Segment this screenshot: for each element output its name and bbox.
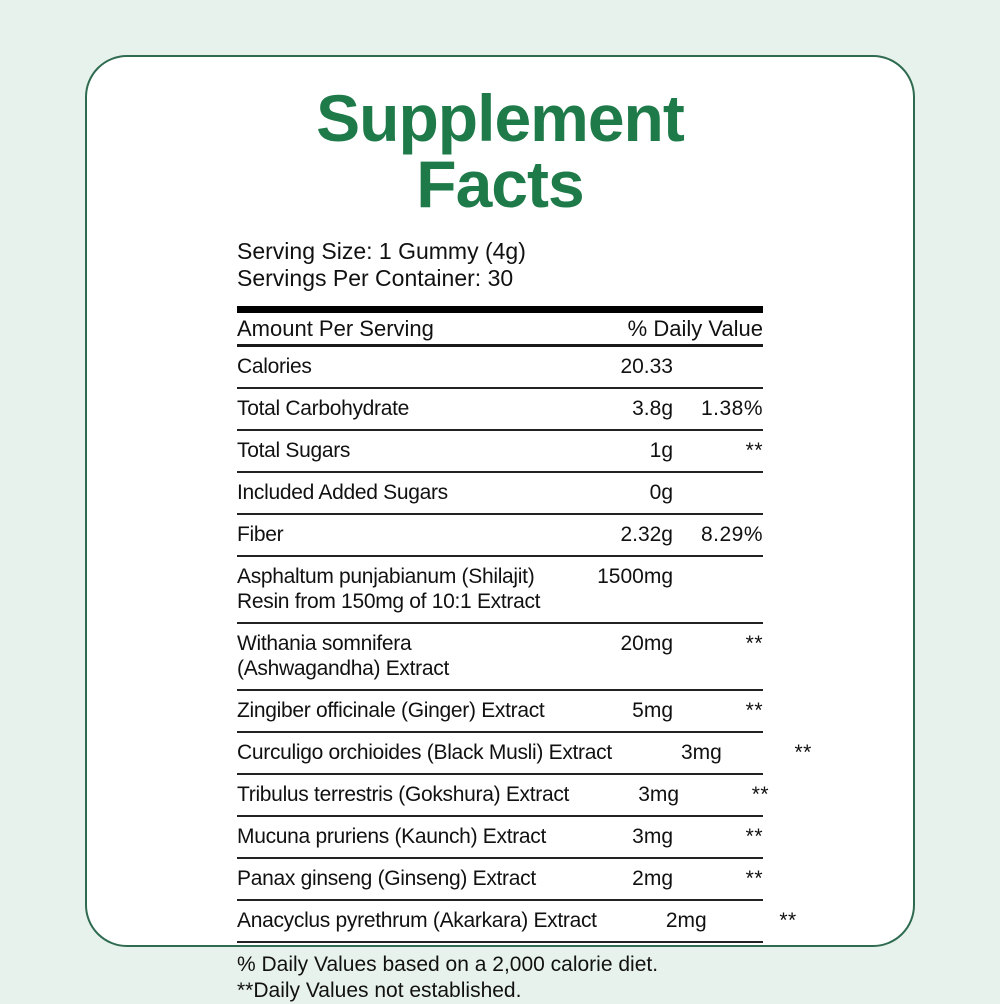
ingredient-name-cell: [237, 866, 563, 891]
ingredient-amount: 0g: [649, 481, 673, 504]
facts-table-body: [237, 347, 812, 943]
ingredient-amount: 5mg: [632, 699, 673, 722]
table-row: [237, 624, 763, 691]
ingredient-name: Asphaltum punjabianum (Shilajit): [237, 565, 535, 588]
table-row: [237, 473, 763, 515]
ingredient-name: Curculigo orchioides (Black Musli) Extract: [237, 741, 612, 764]
ingredient-name: Fiber: [237, 523, 284, 546]
ingredient-amount: 2.32g: [620, 523, 673, 546]
footnote-not-established: **Daily Values not established.: [237, 979, 522, 1002]
supplement-facts-card: [85, 55, 915, 1002]
column-header-daily-value: % Daily Value: [627, 316, 763, 341]
ingredient-name: Zingiber officinale (Ginger) Extract: [237, 699, 545, 722]
ingredient-name-cell: [237, 354, 563, 379]
table-row: [237, 775, 770, 817]
label-content: [237, 81, 812, 1004]
ingredient-name: Total Sugars: [237, 439, 351, 462]
ingredient-name: Mucuna pruriens (Kaunch) Extract: [237, 825, 547, 848]
ingredient-amount: 3mg: [638, 783, 680, 806]
footnote-daily-values: % Daily Values based on a 2,000 calorie diet.: [237, 953, 659, 976]
table-top-bar: [237, 306, 763, 313]
ingredient-amount: 20mg: [620, 632, 673, 655]
ingredient-amount: 2mg: [632, 867, 673, 890]
ingredient-amount: 3mg: [632, 825, 673, 848]
ingredient-amount: 2mg: [665, 909, 707, 932]
ingredient-daily-value: **: [779, 909, 797, 932]
ingredient-daily-value: **: [794, 741, 812, 764]
ingredient-daily-value: 8.29%: [700, 523, 763, 546]
ingredient-name-cell: [237, 908, 597, 933]
column-header-amount-per-serving: Amount Per Serving: [237, 316, 434, 341]
ingredient-daily-value: **: [751, 783, 770, 806]
footnotes: [237, 943, 763, 1004]
ingredient-amount: 3mg: [681, 741, 722, 764]
ingredient-name: Withania somnifera: [237, 632, 412, 655]
table-row: [237, 515, 763, 557]
ingredient-amount: 20.33: [620, 355, 673, 378]
table-row: [237, 347, 763, 389]
table-row: [237, 389, 763, 431]
ingredient-name-cell: [237, 740, 612, 765]
table-row: [237, 859, 763, 901]
ingredient-daily-value: **: [745, 699, 763, 722]
ingredient-name-cell: [237, 631, 563, 681]
table-row: [237, 901, 797, 943]
ingredient-name-cell: [237, 698, 563, 723]
ingredient-amount: 3.8g: [632, 397, 673, 420]
ingredient-name: Total Carbohydrate: [237, 397, 410, 420]
ingredient-name-cell: [237, 396, 563, 421]
serving-size-text: Serving Size: 1 Gummy (4g): [237, 238, 526, 264]
table-row: [237, 733, 812, 775]
ingredient-name-cell: [237, 782, 569, 807]
ingredient-name: Calories: [237, 355, 312, 378]
servings-per-container-text: Servings Per Container: 30: [237, 265, 514, 291]
ingredient-daily-value: 1.38%: [700, 397, 763, 420]
table-row: [237, 431, 763, 473]
ingredient-amount: 1500mg: [597, 565, 673, 588]
table-header-row: [237, 313, 763, 347]
page-title: Supplement Facts: [316, 81, 684, 221]
ingredient-daily-value: **: [745, 825, 763, 848]
ingredient-name-cell: [237, 438, 563, 463]
ingredient-name: Included Added Sugars: [237, 481, 448, 504]
ingredient-daily-value: **: [745, 867, 763, 890]
ingredient-name-cell: [237, 564, 563, 614]
serving-info: [237, 238, 763, 292]
ingredient-name-cell: [237, 480, 563, 505]
ingredient-name: Panax ginseng (Ginseng) Extract: [237, 867, 536, 890]
ingredient-daily-value: **: [745, 632, 763, 655]
table-row: [237, 691, 763, 733]
table-row: [237, 557, 763, 624]
ingredient-name-line2: Resin from 150mg of 10:1 Extract: [237, 590, 541, 613]
table-row: [237, 817, 763, 859]
ingredient-name-line2: (Ashwagandha) Extract: [237, 657, 449, 680]
ingredient-name: Tribulus terrestris (Gokshura) Extract: [237, 783, 570, 806]
ingredient-daily-value: **: [745, 439, 763, 462]
ingredient-name: Anacyclus pyrethrum (Akarkara) Extract: [237, 909, 597, 932]
ingredient-amount: 1g: [649, 439, 673, 462]
ingredient-name-cell: [237, 824, 563, 849]
ingredient-name-cell: [237, 522, 563, 547]
